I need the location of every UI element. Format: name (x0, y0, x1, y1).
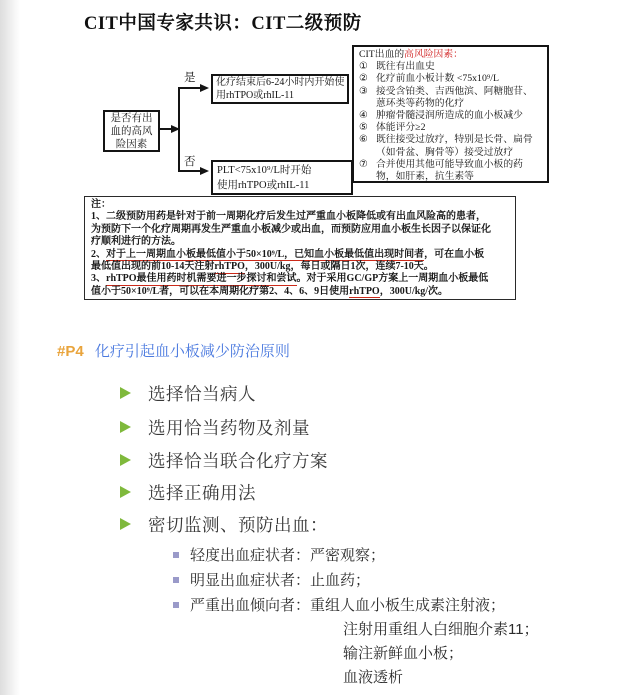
note-line: 为预防下一个化疗周期再发生严重血小板减少或出血，而预防应用血小板生长因子以保证化 (91, 223, 491, 235)
bullet-label: 选用恰当药物及剂量 (148, 418, 310, 438)
risk-item (359, 73, 542, 85)
bullet-item (120, 450, 328, 472)
decision-line: 是否有出 (110, 112, 153, 124)
risk-item-number: ⑦ (359, 158, 368, 170)
connector-line (180, 170, 202, 172)
sub-bullet-continuation: 注射用重组人白细胞介素11； (343, 621, 539, 638)
flowchart-no-box (211, 160, 353, 195)
connector-line (180, 87, 202, 89)
bullet-item (120, 383, 256, 405)
risk-item (359, 134, 542, 158)
note-line: 1、二级预防用药是针对于前一周期化疗后发生过严重血小板降低或有出血风险高的患者， (91, 211, 486, 223)
risk-item-number: ⑥ (359, 134, 368, 146)
slide1-title: CIT中国专家共识：CIT二级预防 (84, 14, 362, 34)
arrow-bullet-icon (120, 387, 131, 399)
risk-item-number: ④ (359, 110, 368, 122)
arrowhead-icon (200, 84, 209, 92)
risk-box-title: CIT出血的高风险因素： (359, 49, 463, 60)
connector-line (178, 87, 180, 172)
square-bullet-icon (173, 602, 179, 608)
sub-bullet-item (173, 546, 385, 565)
bullet-item (120, 482, 256, 504)
sub-bullet-item (173, 571, 370, 590)
risk-item (359, 86, 542, 110)
bullet-label: 选择正确用法 (148, 483, 256, 503)
branch-label-yes: 是 (184, 72, 196, 84)
flowchart-decision-box (103, 110, 160, 152)
risk-factors-box (352, 45, 549, 183)
branch-label-no: 否 (184, 156, 196, 168)
no-box-line: 使用rhTPO或rhIL-11 (217, 180, 310, 191)
arrow-bullet-icon (120, 421, 131, 433)
decision-line: 险因素 (115, 138, 148, 150)
sub-bullet-continuation: 输注新鲜血小板； (343, 645, 464, 662)
arrow-bullet-icon (120, 486, 131, 498)
sub-bullet-label: 轻度出血症状者：严密观察； (190, 547, 386, 564)
risk-item-text: 化疗前血小板计数 <75x10⁹/L (376, 73, 499, 85)
risk-item-text: 肿瘤骨髓浸润所造成的血小板减少 (376, 110, 523, 122)
yes-box-line: 用rhTPO或rhIL-11 (216, 89, 294, 101)
risk-item-text: 既往有出血史 (376, 61, 435, 73)
no-box-line: PLT<75x10⁹/L时开始 (217, 165, 312, 176)
square-bullet-icon (173, 577, 179, 583)
risk-item-number: ① (359, 61, 368, 73)
annotation-tag: #P4 (57, 343, 84, 360)
risk-item-text: 既往接受过放疗，特别是长骨、扁骨（如骨盆、胸骨等）接受过放疗 (376, 134, 533, 158)
note-line: 3、rhTPO最佳用药时机需要进一步探讨和尝试。对于采用GC/GP方案上一周期血小板最低 (91, 273, 489, 285)
risk-item-number: ③ (359, 85, 368, 97)
risk-item (359, 159, 542, 183)
risk-item-text: 体能评分≥2 (376, 122, 426, 134)
annotation-title: 化疗引起血小板减少防治原则 (94, 343, 290, 360)
bullet-label: 密切监测、预防出血： (148, 515, 328, 535)
arrowhead-icon (200, 167, 209, 175)
sub-bullet-label: 明显出血症状者：止血药； (190, 572, 371, 589)
sub-bullet-item (173, 596, 505, 615)
note-box (84, 196, 516, 300)
bullet-label: 选择恰当联合化疗方案 (148, 451, 328, 471)
bullet-item (120, 417, 310, 439)
risk-item-number: ⑤ (359, 122, 368, 134)
flowchart-yes-box (211, 74, 349, 104)
square-bullet-icon (173, 552, 179, 558)
arrow-bullet-icon (120, 518, 131, 530)
sub-bullet-label: 严重出血倾向者：重组人血小板生成素注射液； (190, 597, 506, 614)
risk-item-number: ② (359, 73, 368, 85)
risk-item (359, 110, 542, 122)
risk-item-text: 合并使用其他可能导致血小板的药物，如肝素，抗生素等 (376, 158, 523, 183)
risk-item (359, 61, 542, 73)
note-line: 最低值出现的前10-14天注射rhTPO，300U/kg，每日或隔日1次，连续7-10天。 (91, 261, 434, 273)
bullet-item (120, 514, 328, 536)
note-line: 2、对于上一周期血小板最低值小于50×10⁹/L，已知血小板最低值出现时间者，可在血小板 (91, 248, 485, 260)
arrow-bullet-icon (120, 454, 131, 466)
risk-item (359, 122, 542, 134)
note-line: 疗顺利进行的方法。 (91, 236, 181, 248)
note-line: 注： (91, 199, 111, 210)
page-annotation (57, 340, 290, 361)
yes-box-line: 化疗结束后6-24小时内开始使 (216, 77, 345, 88)
bullet-label: 选择恰当病人 (148, 384, 256, 404)
decision-line: 血的高风 (110, 125, 153, 137)
sub-bullet-continuation: 血液透析 (343, 669, 404, 686)
risk-item-text: 接受含铂类、吉西他滨、阿糖胞苷、蒽环类等药物的化疗 (376, 85, 533, 109)
page-edge-shade (0, 0, 20, 695)
note-line: 值小于50×10⁹/L者，可以在本周期化疗第2、4、6、9日使用rhTPO，300U/kg/次。 (91, 285, 449, 297)
